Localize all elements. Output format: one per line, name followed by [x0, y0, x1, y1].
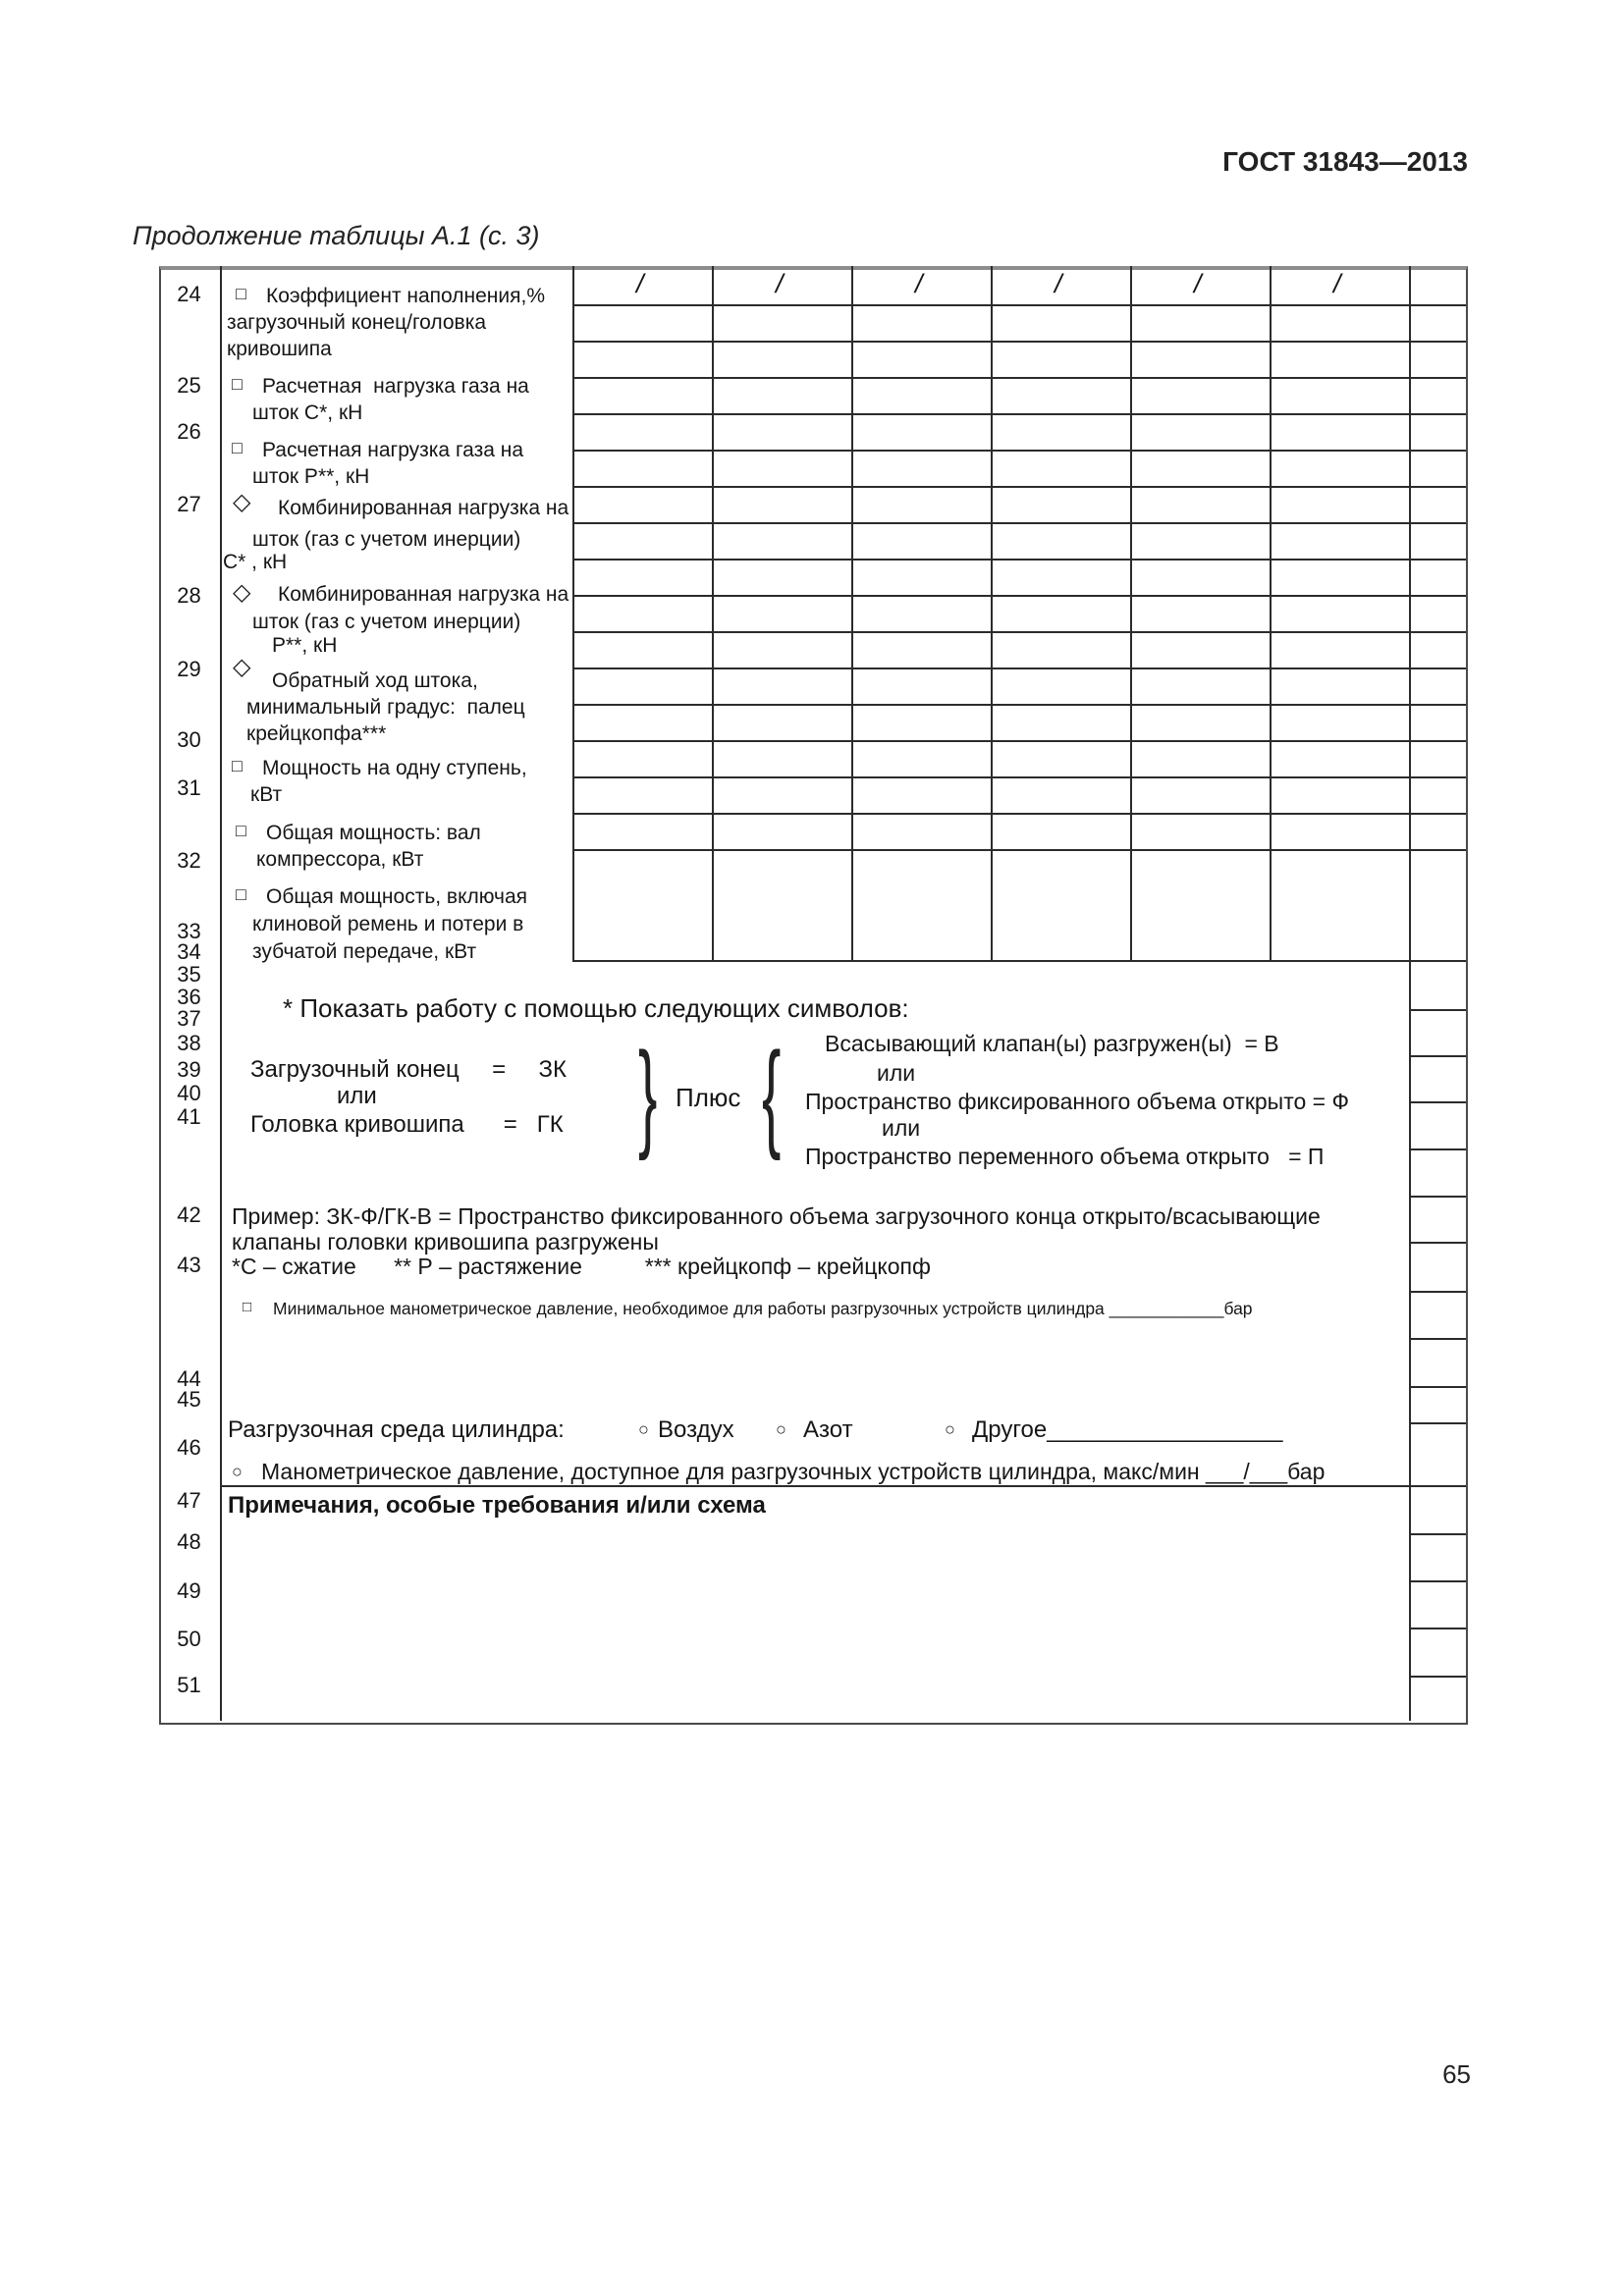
- text-line: Комбинированная нагрузка на: [278, 497, 569, 519]
- table-grid-line: [1409, 1196, 1466, 1198]
- radio-icon: ○: [945, 1419, 955, 1439]
- text-line: загрузочный конец/головка: [227, 311, 487, 334]
- text-line: Воздух: [658, 1416, 734, 1443]
- table-grid-line: [572, 776, 1466, 778]
- text-line: Головка кривошипа = ГК: [250, 1111, 564, 1138]
- row-number: 51: [177, 1673, 201, 1697]
- brace-glyph: {: [762, 1028, 782, 1162]
- diamond-icon: ◇: [233, 579, 251, 606]
- table-grid-line: [572, 522, 1466, 524]
- text-line: Другое__________________: [972, 1416, 1283, 1443]
- slash-mark: /: [636, 269, 644, 298]
- table-grid-line: [572, 667, 1466, 669]
- text-line: зубчатой передаче, кВт: [252, 940, 477, 963]
- text-line: Всасывающий клапан(ы) разгружен(ы) = В: [825, 1031, 1279, 1056]
- diamond-icon: ◇: [233, 489, 251, 515]
- text-line: кВт: [250, 783, 283, 806]
- table-grid-line: [572, 341, 1466, 343]
- table-grid-line: [572, 559, 1466, 561]
- row-number: 34: [177, 939, 201, 964]
- table-grid-line: [1409, 1009, 1466, 1011]
- checkbox-icon: □: [232, 374, 243, 394]
- text-line: * Показать работу с помощью следующих символов:: [283, 993, 909, 1023]
- table-grid-line: [851, 266, 853, 960]
- diamond-icon: ◇: [233, 654, 251, 680]
- row-number: 24: [177, 282, 201, 306]
- text-line: клиновой ремень и потери в: [252, 913, 524, 935]
- row-number: 37: [177, 1006, 201, 1031]
- table-grid-line: [1409, 1676, 1466, 1678]
- checkbox-icon: □: [236, 884, 246, 904]
- text-line: Общая мощность, включая: [266, 885, 528, 908]
- table-grid-line: [1409, 1242, 1466, 1244]
- brace-glyph: }: [638, 1028, 658, 1162]
- text-line: минимальный градус: палец: [246, 696, 525, 719]
- checkbox-icon: □: [236, 284, 246, 303]
- row-number: 27: [177, 492, 201, 516]
- text-line: *С – сжатие ** Р – растяжение *** крейцкопф – крейцкопф: [232, 1254, 931, 1279]
- checkbox-icon: □: [243, 1299, 252, 1315]
- row-number: 31: [177, 775, 201, 800]
- row-number: 38: [177, 1031, 201, 1055]
- row-number: 48: [177, 1529, 201, 1554]
- text-line: Расчетная нагрузка газа на: [262, 375, 529, 398]
- text-line: крейцкопфа***: [246, 722, 387, 745]
- checkbox-icon: □: [232, 438, 243, 457]
- text-line: Манометрическое давление, доступное для разгрузочных устройств цилиндра, макс/мин ___/___бар: [261, 1459, 1326, 1484]
- row-number: 41: [177, 1104, 201, 1129]
- row-number: 49: [177, 1578, 201, 1603]
- text-line: шток Р**, кН: [252, 465, 370, 488]
- table-grid-line: [572, 266, 574, 960]
- text-line: Расчетная нагрузка газа на: [262, 439, 524, 461]
- text-line: Пространство фиксированного объема открыто = Ф: [805, 1089, 1349, 1114]
- row-number: 32: [177, 848, 201, 873]
- text-line: шток С*, кН: [252, 401, 363, 424]
- row-number: 29: [177, 657, 201, 681]
- text-line: Азот: [803, 1416, 853, 1443]
- table-grid-line: [572, 595, 1466, 597]
- table-grid-line: [1409, 266, 1411, 1721]
- row-number: 26: [177, 419, 201, 444]
- row-number: 30: [177, 727, 201, 752]
- text-line: или: [877, 1060, 916, 1086]
- table-grid-line: [572, 704, 1466, 706]
- row-number: 39: [177, 1057, 201, 1082]
- text-line: С* , кН: [223, 551, 288, 573]
- row-number: 33: [177, 919, 201, 943]
- table-grid-line: [572, 413, 1466, 415]
- text-line: Мощность на одну ступень,: [262, 757, 527, 779]
- table-grid-line: [572, 450, 1466, 452]
- text-line: компрессора, кВт: [256, 848, 424, 871]
- slash-mark: /: [1194, 269, 1202, 298]
- table-grid-line: [572, 740, 1466, 742]
- table-grid-line: [1409, 1580, 1466, 1582]
- table-grid-line: [991, 266, 993, 960]
- table-grid-line: [1409, 1533, 1466, 1535]
- text-line: или: [337, 1083, 377, 1109]
- text-line: Пример: ЗК-Ф/ГК-В = Пространство фиксированного объема загрузочного конца открыто/всасывающие: [232, 1203, 1321, 1229]
- table-grid-line: [220, 266, 222, 1721]
- radio-icon: ○: [232, 1462, 243, 1481]
- radio-icon: ○: [776, 1419, 786, 1439]
- table-grid-line: [572, 849, 1466, 851]
- text-line: Минимальное манометрическое давление, необходимое для работы разгрузочных устройств цилиндра ____________бар: [273, 1299, 1253, 1318]
- slash-mark: /: [915, 269, 923, 298]
- table-grid-line: [572, 377, 1466, 379]
- table-grid-line: [572, 304, 1466, 306]
- text-line: клапаны головки кривошипа разгружены: [232, 1229, 659, 1255]
- text-line: шток (газ с учетом инерции): [252, 528, 521, 551]
- text-line: Комбинированная нагрузка на: [278, 583, 569, 606]
- row-number: 46: [177, 1435, 201, 1460]
- table-grid-line: [1409, 1338, 1466, 1340]
- row-number: 40: [177, 1081, 201, 1105]
- table-caption: Продолжение таблицы А.1 (с. 3): [133, 221, 540, 250]
- slash-mark: /: [776, 269, 784, 298]
- table-grid-line: [572, 960, 1466, 962]
- table-grid-line: [572, 486, 1466, 488]
- text-line: Примечания, особые требования и/или схема: [228, 1492, 766, 1519]
- row-number: 28: [177, 583, 201, 608]
- row-number: 45: [177, 1387, 201, 1412]
- text-line: Загрузочный конец = ЗК: [250, 1056, 567, 1083]
- table-grid-line: [1409, 1386, 1466, 1388]
- table-grid-line: [1409, 1628, 1466, 1629]
- standard-number: ГОСТ 31843—2013: [1222, 146, 1468, 177]
- page-number: 65: [1442, 2059, 1471, 2089]
- table-grid-line: [1409, 1422, 1466, 1424]
- text-line: Пространство переменного объема открыто = П: [805, 1144, 1325, 1169]
- row-number: 43: [177, 1253, 201, 1277]
- text-line: или: [882, 1115, 921, 1141]
- text-line: Коэффициент наполнения,%: [266, 285, 546, 307]
- text-line: Общая мощность: вал: [266, 822, 481, 844]
- table-grid-line: [1409, 1055, 1466, 1057]
- row-number: 44: [177, 1366, 201, 1391]
- radio-icon: ○: [638, 1419, 649, 1439]
- table-grid-line: [220, 1485, 1466, 1487]
- table-grid-line: [1409, 1148, 1466, 1150]
- row-number: 47: [177, 1488, 201, 1513]
- table-grid-line: [1270, 266, 1272, 960]
- slash-mark: /: [1055, 269, 1062, 298]
- text-line: Разгрузочная среда цилиндра:: [228, 1416, 565, 1443]
- text-line: Обратный ход штока,: [272, 669, 478, 692]
- table-grid-line: [712, 266, 714, 960]
- row-number: 36: [177, 985, 201, 1009]
- row-number: 50: [177, 1627, 201, 1651]
- text-line: шток (газ с учетом инерции): [252, 611, 521, 633]
- checkbox-icon: □: [236, 821, 246, 840]
- table-grid-line: [1409, 1101, 1466, 1103]
- text-line: кривошипа: [227, 338, 332, 360]
- row-number: 25: [177, 373, 201, 398]
- table-grid-line: [572, 813, 1466, 815]
- table-grid-line: [572, 631, 1466, 633]
- slash-mark: /: [1333, 269, 1341, 298]
- row-number: 35: [177, 962, 201, 987]
- text-line: Плюс: [676, 1083, 741, 1112]
- row-number: 42: [177, 1202, 201, 1227]
- checkbox-icon: □: [232, 756, 243, 775]
- text-line: Р**, кН: [272, 634, 338, 657]
- table-grid-line: [1130, 266, 1132, 960]
- table-grid-line: [1409, 1291, 1466, 1293]
